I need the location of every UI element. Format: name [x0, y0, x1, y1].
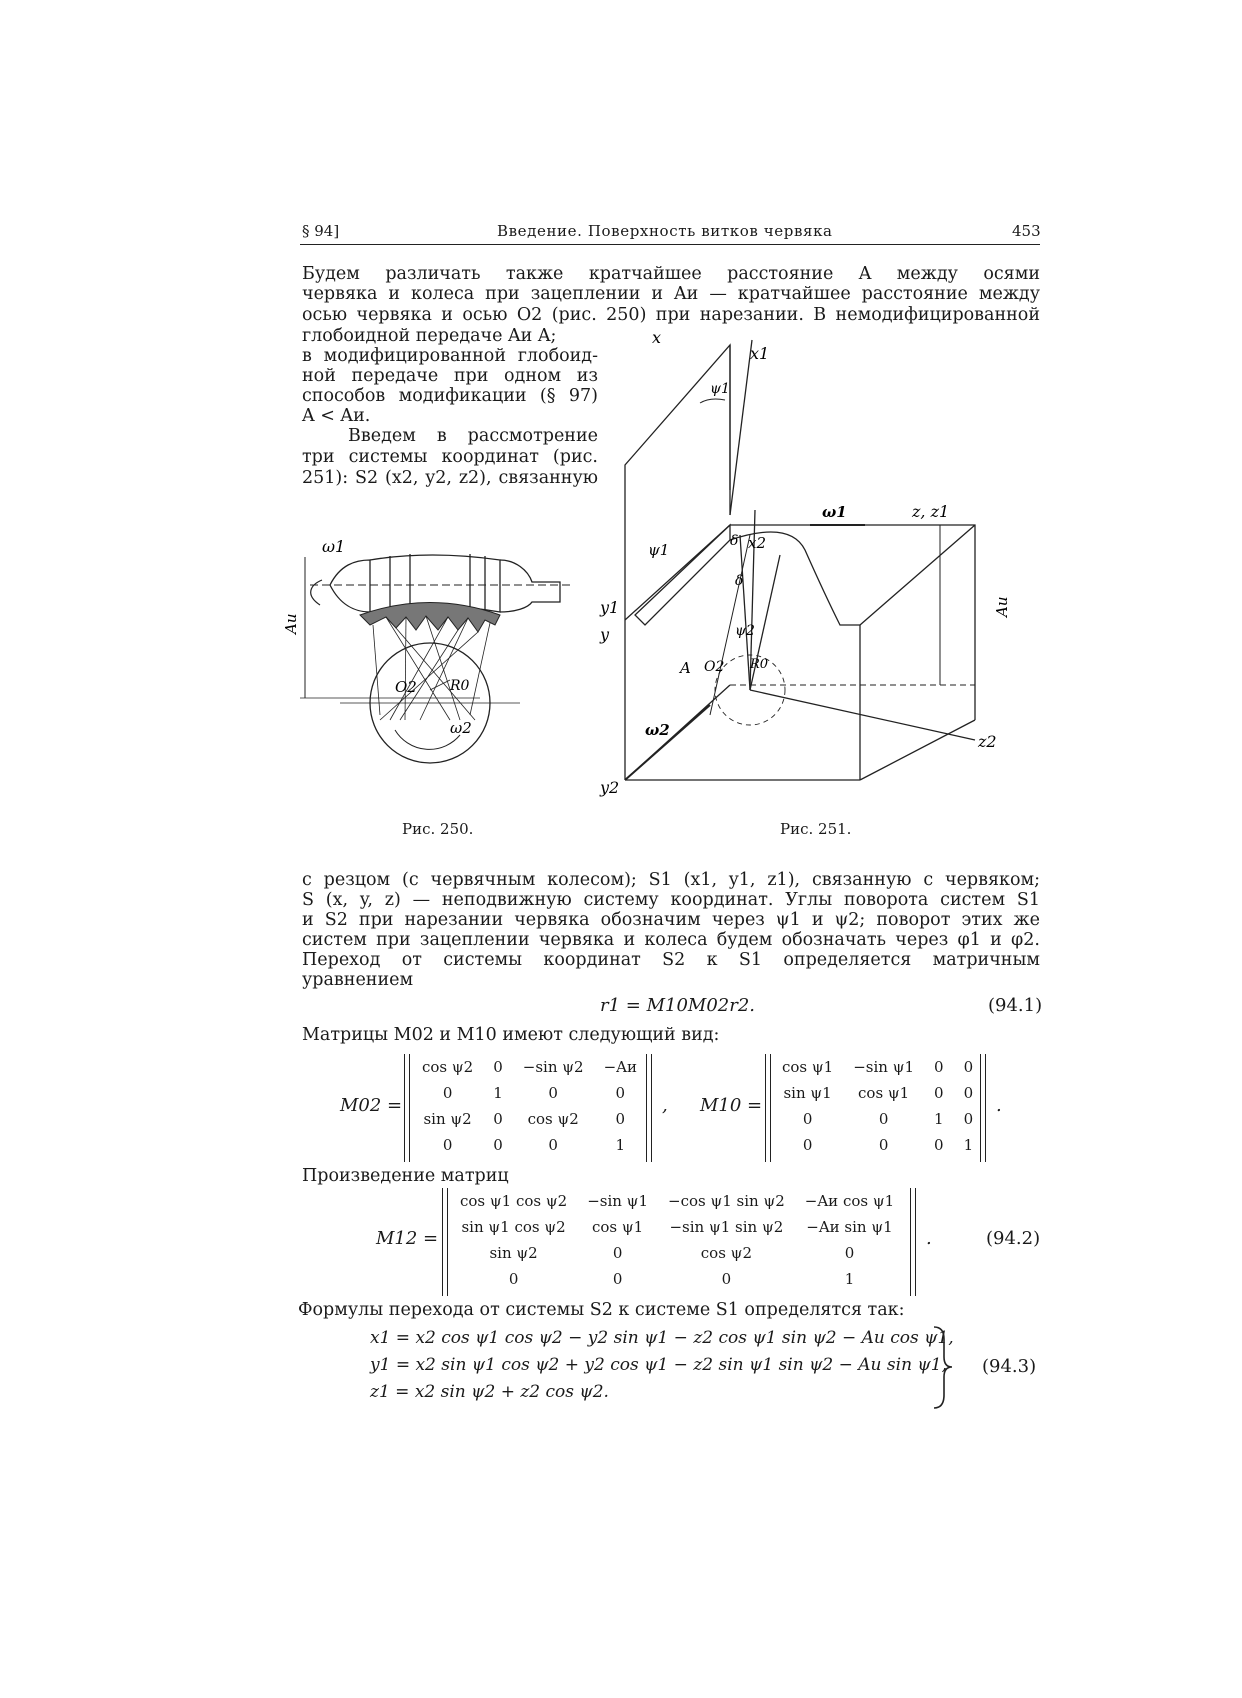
matrix-row [412, 1054, 647, 1080]
y1-axis-label: y1 [600, 598, 620, 617]
matrix-cell: 0 [878, 1136, 889, 1154]
matrix-cell: 1 [963, 1136, 974, 1154]
matrix-cell: 1 [934, 1110, 944, 1128]
o2-label: O2 [704, 659, 725, 675]
matrix-cell: sin ψ1 [783, 1084, 832, 1102]
body-line: с резцом (с червячным колесом); S1 (x1, y1, z1), связанную с червяком; [302, 870, 1040, 890]
omega2-label: ω2 [645, 721, 670, 739]
m12-right-bar [910, 1188, 916, 1296]
matrix-cell: cos ψ1 cos ψ2 [460, 1192, 568, 1210]
matrix-cell: −sin ψ1 [587, 1192, 648, 1210]
matrix-cell: 1 [493, 1084, 503, 1102]
figure-250 [282, 520, 600, 810]
body-line: систем при зацеплении червяка и колеса будем обозначать через φ1 и φ2. [302, 930, 1040, 950]
matrix-cell: 0 [721, 1270, 732, 1288]
matrix-cell: cos ψ2 [422, 1058, 474, 1076]
side-line: три системы координат (рис. [302, 447, 598, 467]
matrix-cell: −sin ψ2 [522, 1058, 584, 1076]
matrix-row [772, 1106, 983, 1132]
matrix-cell: 1 [615, 1136, 626, 1154]
matrix-cell: 0 [493, 1136, 503, 1154]
psi1-left-label: ψ1 [648, 541, 670, 559]
matrix-cell: 0 [548, 1084, 558, 1102]
matrix-row [772, 1080, 983, 1106]
equation-94-2-number: (94.2) [986, 1228, 1041, 1249]
equation-94-3-line: y1 = x2 sin ψ1 cos ψ2 + y2 cos ψ1 − z2 sin ψ1 sin ψ2 − Aи sin ψ1, [370, 1355, 947, 1375]
delta-mid-label: δ [735, 573, 744, 589]
matrix-cell: 0 [963, 1084, 974, 1102]
matrix-m10 [772, 1054, 983, 1158]
matrix-cell: 0 [442, 1136, 453, 1154]
a-label: A [680, 659, 691, 677]
intro-line: осью червяка и осью O2 (рис. 250) при нарезании. В немодифицированной [302, 305, 1040, 325]
side-line: способов модификации (§ 97) [302, 386, 598, 406]
r0-label: R0 [750, 657, 769, 672]
matrix-row [412, 1132, 647, 1158]
matrix-cell: −cos ψ1 sin ψ2 [668, 1192, 785, 1210]
m02-label: M02 = [340, 1095, 403, 1116]
z-z1-axis-label: z, z1 [912, 502, 950, 521]
psi2-label: ψ2 [735, 623, 755, 639]
m12-label: M12 = [376, 1228, 439, 1249]
equation-94-3-line: x1 = x2 cos ψ1 cos ψ2 − y2 sin ψ1 − z2 cos ψ1 sin ψ2 − Aи cos ψ1, [370, 1328, 954, 1348]
matrix-cell: 0 [934, 1136, 944, 1154]
m02-right-bar [646, 1054, 652, 1162]
omega2-label: ω2 [450, 719, 472, 737]
body-line: уравнением [302, 970, 414, 990]
matrix-cell: 0 [442, 1084, 453, 1102]
matrix-cell: 0 [963, 1058, 974, 1076]
m12-left-bar [442, 1188, 448, 1296]
m02-left-bar [404, 1054, 410, 1162]
matrix-cell: 0 [615, 1084, 626, 1102]
m10-left-bar [765, 1054, 771, 1162]
matrix-cell: 1 [844, 1270, 855, 1288]
matrix-row [412, 1106, 647, 1132]
matrix-separator: , [662, 1095, 668, 1116]
side-line: Введем в рассмотрение [348, 426, 598, 446]
intro-line: червяка и колеса при зацеплении и Aи — кратчайшее расстояние между [302, 284, 1040, 304]
matrix-end: . [926, 1228, 932, 1249]
matrix-cell: −sin ψ1 sin ψ2 [669, 1218, 784, 1236]
matrix-cell: sin ψ1 cos ψ2 [461, 1218, 566, 1236]
matrix-cell: −Aи [603, 1058, 637, 1076]
matrices-intro: Матрицы M02 и M10 имеют следующий вид: [302, 1025, 720, 1045]
running-title: Введение. Поверхность витков червяка [497, 222, 833, 240]
matrix-cell: 0 [493, 1058, 503, 1076]
matrix-cell: cos ψ2 [700, 1244, 752, 1262]
body-line: Переход от системы координат S2 к S1 определяется матричным [302, 950, 1040, 970]
figure-251 [600, 328, 1050, 805]
matrix-cell: −Aи sin ψ1 [806, 1218, 893, 1236]
m10-label: M10 = [700, 1095, 763, 1116]
equation-94-1: r1 = M10M02r2. [600, 995, 756, 1016]
matrix-cell: 0 [934, 1058, 944, 1076]
body-line: S (x, y, z) — неподвижную систему координат. Углы поворота систем S1 [302, 890, 1040, 910]
header-rule [300, 244, 1040, 245]
matrix-cell: cos ψ1 [782, 1058, 834, 1076]
matrix-cell: 0 [963, 1110, 974, 1128]
section-marker: § 94] [302, 222, 340, 240]
au-label: Aи [993, 596, 1011, 617]
matrix-row [772, 1132, 983, 1158]
side-line: глобоидной передаче Aи A; [302, 326, 557, 346]
matrix-cell: cos ψ1 [591, 1218, 644, 1236]
matrix-cell: −sin ψ1 [853, 1058, 915, 1076]
o2-label: O2 [395, 678, 417, 696]
matrix-row [450, 1240, 904, 1266]
matrix-cell: 0 [612, 1270, 623, 1288]
z2-axis-label: z2 [978, 732, 997, 751]
matrix-cell: 0 [493, 1110, 503, 1128]
matrix-cell: −Aи cos ψ1 [804, 1192, 895, 1210]
equation-94-3-number: (94.3) [982, 1356, 1037, 1377]
matrix-cell: sin ψ2 [489, 1244, 538, 1262]
y2-axis-label: y2 [600, 778, 620, 797]
omega1-label: ω1 [322, 537, 346, 556]
matrix-row [450, 1214, 904, 1240]
x1-axis-label: x1 [750, 344, 770, 363]
delta-top-label: δ [730, 533, 739, 549]
equation-94-1-number: (94.1) [988, 995, 1043, 1016]
y-axis-label: y [600, 625, 610, 644]
matrix-cell: cos ψ2 [527, 1110, 579, 1128]
omega1-label: ω1 [822, 503, 847, 521]
matrix-cell: 0 [615, 1110, 626, 1128]
au-label: Aи [282, 613, 300, 634]
matrix-cell: 0 [612, 1244, 623, 1262]
x-axis-label: x [652, 328, 662, 347]
psi1-top-label: ψ1 [710, 381, 730, 397]
matrix-cell: cos ψ1 [858, 1084, 910, 1102]
matrix-cell: 0 [844, 1244, 855, 1262]
side-line: в модифицированной глобоид- [302, 346, 598, 366]
matrix-cell: 0 [548, 1136, 558, 1154]
side-line: ной передаче при одном из [302, 366, 598, 386]
page-number: 453 [1012, 222, 1041, 240]
matrix-row [772, 1054, 983, 1080]
figure-250-caption: Рис. 250. [402, 820, 474, 838]
matrix-cell: 0 [508, 1270, 519, 1288]
matrix-cell: 0 [934, 1084, 944, 1102]
matrix-row [412, 1080, 647, 1106]
m10-right-bar [980, 1054, 986, 1162]
matrix-cell: 0 [802, 1110, 813, 1128]
matrix-row [450, 1266, 904, 1292]
intro-line: Будем различать также кратчайшее расстояние A между осями [302, 264, 1040, 284]
brace-icon [930, 1325, 954, 1410]
matrix-end: . [996, 1095, 1002, 1116]
matrix-m12 [450, 1188, 904, 1292]
x2-axis-label: x2 [748, 534, 767, 552]
figure-251-caption: Рис. 251. [780, 820, 852, 838]
side-line: 251): S2 (x2, y2, z2), связанную [302, 468, 598, 488]
matrix-cell: sin ψ2 [423, 1110, 472, 1128]
matrix-row [450, 1188, 904, 1214]
product-intro: Произведение матриц [302, 1166, 509, 1186]
transition-intro: Формулы перехода от системы S2 к системе S1 определятся так: [298, 1300, 905, 1320]
r0-label: R0 [450, 678, 470, 694]
equation-94-3-line: z1 = x2 sin ψ2 + z2 cos ψ2. [370, 1382, 609, 1402]
matrix-m02 [412, 1054, 647, 1158]
body-line: и S2 при нарезании червяка обозначим через ψ1 и ψ2; поворот этих же [302, 910, 1040, 930]
matrix-cell: 0 [802, 1136, 813, 1154]
side-line: A < Aи. [302, 406, 371, 426]
matrix-cell: 0 [878, 1110, 889, 1128]
